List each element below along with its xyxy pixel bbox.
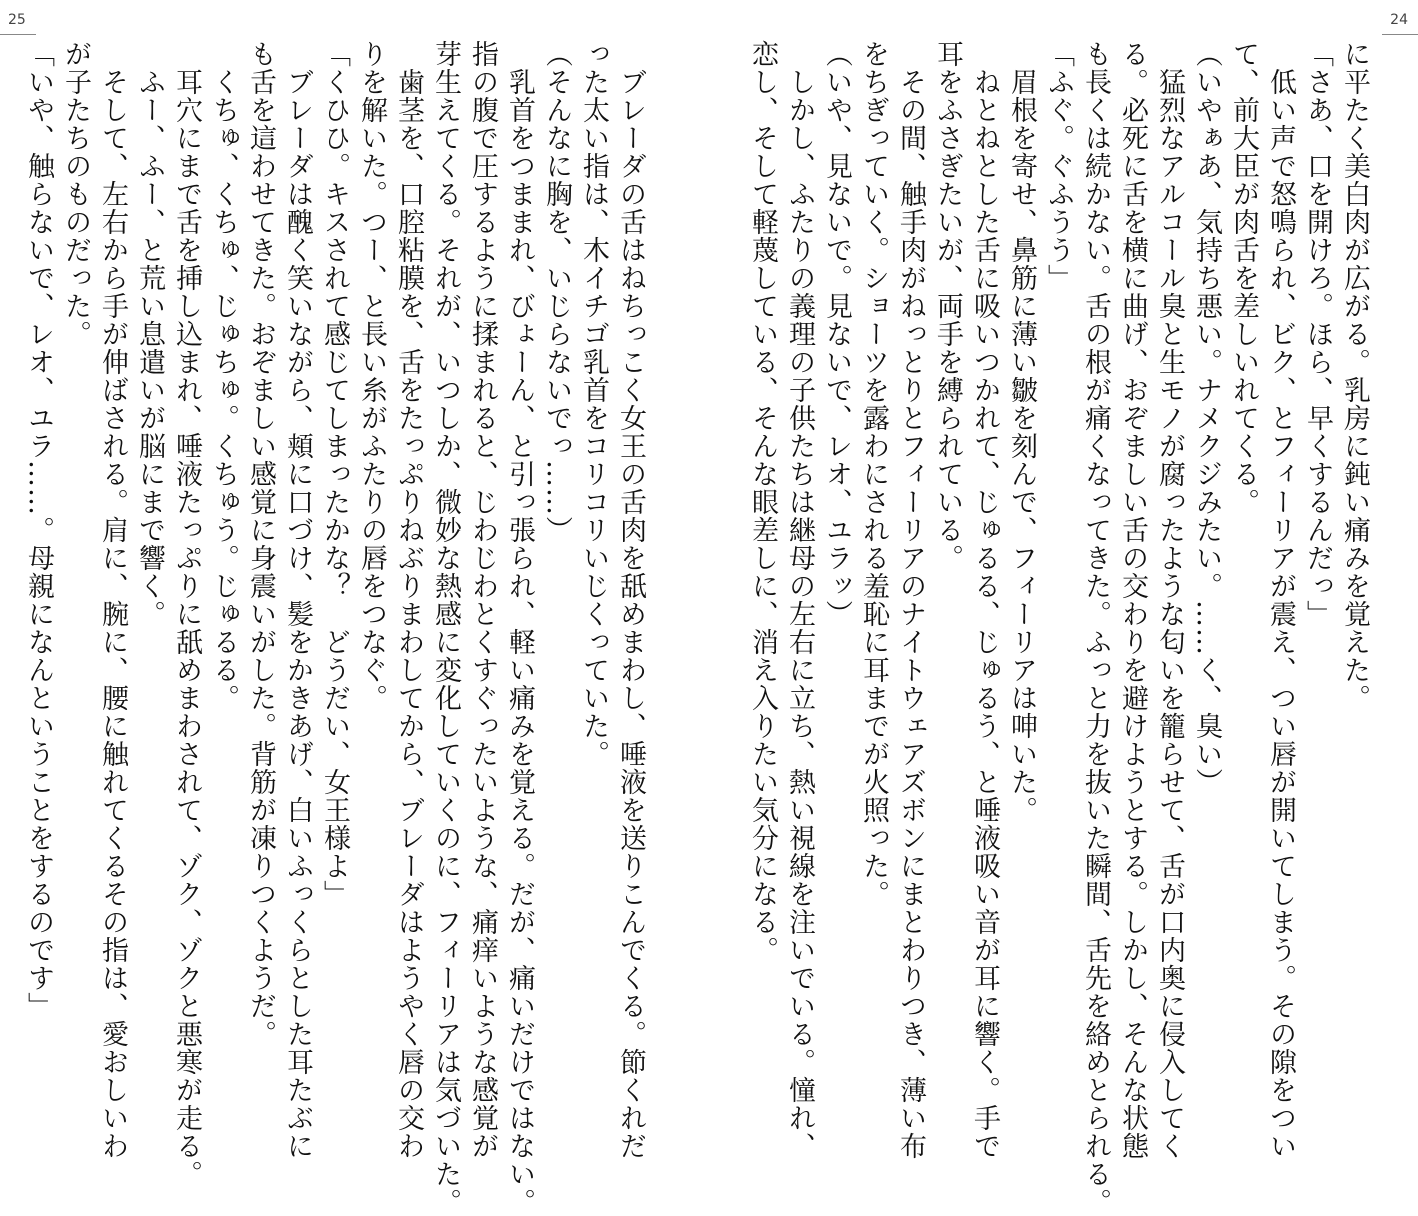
text-line: も長くは続かない。舌の根が痛くなってきた。ふっと力を抜いた瞬間、舌先を絡めとられる。 — [1080, 40, 1111, 1216]
right-page — [709, 0, 1418, 1216]
text-line: 恋し、そして軽蔑している、そんな眼差しに、消え入りたい気分になる。 — [747, 40, 778, 964]
text-line: 耳穴にまで舌を挿し込まれ、唾液たっぷりに舐めまわされて、ゾク、ゾクと悪寒が走る。 — [171, 40, 202, 1188]
text-line: ねとねとした舌に吸いつかれて、じゅるる、じゅるう、と唾液吸い音が耳に響く。手で — [969, 40, 1000, 1160]
text-line: も舌を這わせてきた。おぞましい感覚に身震いがした。背筋が凍りつくようだ。 — [245, 40, 276, 1048]
text-line: くちゅ、くちゅ、じゅちゅ。くちゅう。じゅるる。 — [208, 40, 239, 712]
text-line: ふー、ふー、と荒い息遣いが脳にまで響く。 — [134, 40, 165, 628]
text-line: った太い指は、木イチゴ乳首をコリコリいじくっていた。 — [578, 40, 609, 768]
text-line: （いや、見ないで。見ないで、レオ、ユラッ） — [821, 40, 852, 628]
text-line: 「さあ、口を開けろ。ほら、早くするんだっ」 — [1302, 40, 1333, 628]
text-line: 「くひひ。キスされて感じてしまったかな？ どうだい、女王様よ」 — [319, 40, 350, 908]
header-rule — [0, 34, 36, 35]
text-line: 乳首をつままれ、びょーん、と引っ張られ、軽い痛みを覚える。だが、痛いだけではない。 — [504, 40, 535, 1216]
text-line: が子たちのものだった。 — [60, 40, 91, 348]
body-text — [23, 40, 649, 1216]
page-number: 25 — [8, 12, 26, 28]
text-line: 眉根を寄せ、鼻筋に薄い皺を刻んで、フィーリアは呻いた。 — [1006, 40, 1037, 824]
text-line: ブレーダの舌はねちっこく女王の舌肉を舐めまわし、唾液を送りこんでくる。節くれだ — [615, 40, 646, 1160]
text-line: （そんなに胸を、いじらないでっ……） — [541, 40, 572, 544]
text-line: その間、触手肉がねっとりとフィーリアのナイトウェアズボンにまとわりつき、薄い布 — [895, 40, 926, 1160]
header-rule — [1382, 34, 1418, 35]
text-line: をちぎっていく。ショーツを露わにされる羞恥に耳までが火照った。 — [858, 40, 889, 908]
body-text — [747, 40, 1373, 1216]
text-line: りを解いた。つー、と長い糸がふたりの唇をつなぐ。 — [356, 40, 387, 712]
text-line: 「ふぐ。ぐふうう」 — [1043, 40, 1074, 292]
text-line: る。必死に舌を横に曲げ、おぞましい舌の交わりを避けようとする。しかし、そんな状態 — [1117, 40, 1148, 1160]
text-line: 低い声で怒鳴られ、ビク、とフィーリアが震え、つい唇が開いてしまう。その隙をつい — [1265, 40, 1296, 1160]
text-line: 歯茎を、口腔粘膜を、舌をたっぷりねぶりまわしてから、ブレーダはようやく唇の交わ — [393, 40, 424, 1160]
text-line: て、前大臣が肉舌を差しいれてくる。 — [1228, 40, 1259, 516]
text-line: に平たく美白肉が広がる。乳房に鈍い痛みを覚えた。 — [1339, 40, 1370, 712]
text-line: しかし、ふたりの義理の子供たちは継母の左右に立ち、熱い視線を注いでいる。憧れ、 — [784, 40, 815, 1160]
text-line: そして、左右から手が伸ばされる。肩に、腕に、腰に触れてくるその指は、愛おしいわ — [97, 40, 128, 1160]
text-line: 「いや、触らないで、レオ、ユラ……。母親になんということをするのです」 — [23, 40, 54, 1020]
text-line: ブレーダは醜く笑いながら、頬に口づけ、髪をかきあげ、白いふっくらとした耳たぶに — [282, 40, 313, 1160]
text-line: 芽生えてくる。それが、いつしか、微妙な熱感に変化していくのに、フィーリアは気づいた。 — [430, 40, 461, 1216]
page-number: 24 — [1390, 12, 1408, 28]
text-line: 指の腹で圧するように揉まれると、じわじわとくすぐったいような、痛痒いような感覚が — [467, 40, 498, 1160]
text-line: （いやぁあ、気持ち悪い。ナメクジみたい。……く、臭い） — [1191, 40, 1222, 796]
text-line: 猛烈なアルコール臭と生モノが腐ったような匂いを籠らせて、舌が口内奥に侵入してく — [1154, 40, 1185, 1160]
text-line: 耳をふさぎたいが、両手を縛られている。 — [932, 40, 963, 572]
